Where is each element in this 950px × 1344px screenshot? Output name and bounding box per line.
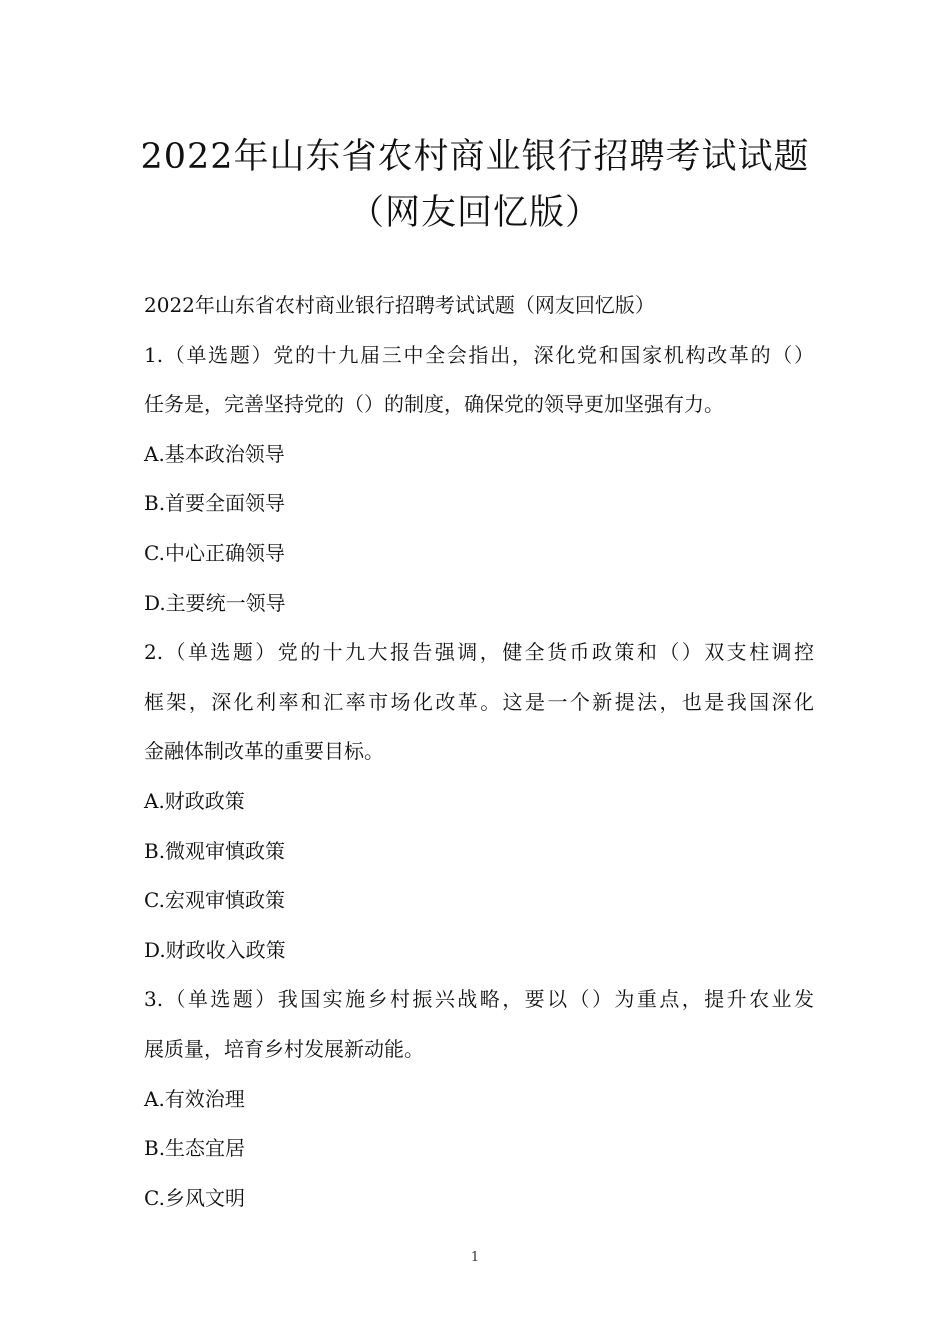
question-3-stem-line-2: 展质量，培育乡村发展新动能。 (144, 1036, 424, 1061)
document-body (144, 293, 814, 1235)
question-1-stem-line-2: 任务是，完善坚持党的（）的制度，确保党的领导更加坚强有力。 (144, 392, 724, 417)
document-title-line-2: （网友回忆版） (348, 193, 601, 233)
question-1-stem-line-1: 1.（单选题）党的十九届三中全会指出，深化党和国家机构改革的（） (144, 342, 814, 367)
question-3-option-c: C.乡风文明 (144, 1185, 245, 1210)
question-2-stem-line-3: 金融体制改革的重要目标。 (144, 739, 384, 764)
page-number: 1 (470, 1250, 480, 1265)
question-3 (144, 987, 814, 1209)
question-3-stem-line-1: 3.（单选题）我国实施乡村振兴战略，要以（）为重点，提升农业发 (144, 987, 814, 1012)
document-subtitle: 2022年山东省农村商业银行招聘考试试题（网友回忆版） (144, 293, 655, 317)
question-1-option-c: C.中心正确领导 (144, 540, 285, 565)
question-2 (144, 640, 814, 962)
question-1-option-d: D.主要统一领导 (144, 590, 286, 615)
question-1-option-a: A.基本政治领导 (144, 441, 285, 466)
question-1-option-b: B.首要全面领导 (144, 491, 286, 516)
question-2-option-c: C.宏观审慎政策 (144, 888, 285, 913)
question-2-option-b: B.微观审慎政策 (144, 838, 286, 863)
question-3-option-b: B.生态宜居 (144, 1136, 246, 1161)
question-2-stem-line-1: 2.（单选题）党的十九大报告强调，健全货币政策和（）双支柱调控 (144, 640, 814, 665)
question-2-stem-line-2: 框架，深化利率和汇率市场化改革。这是一个新提法，也是我国深化 (144, 689, 814, 714)
question-3-option-a: A.有效治理 (144, 1086, 245, 1111)
question-2-option-d: D.财政收入政策 (144, 937, 286, 962)
question-2-option-a: A.财政政策 (144, 788, 245, 813)
question-1 (144, 343, 814, 615)
document-title-line-1: 2022年山东省农村商业银行招聘考试试题 (140, 137, 810, 177)
